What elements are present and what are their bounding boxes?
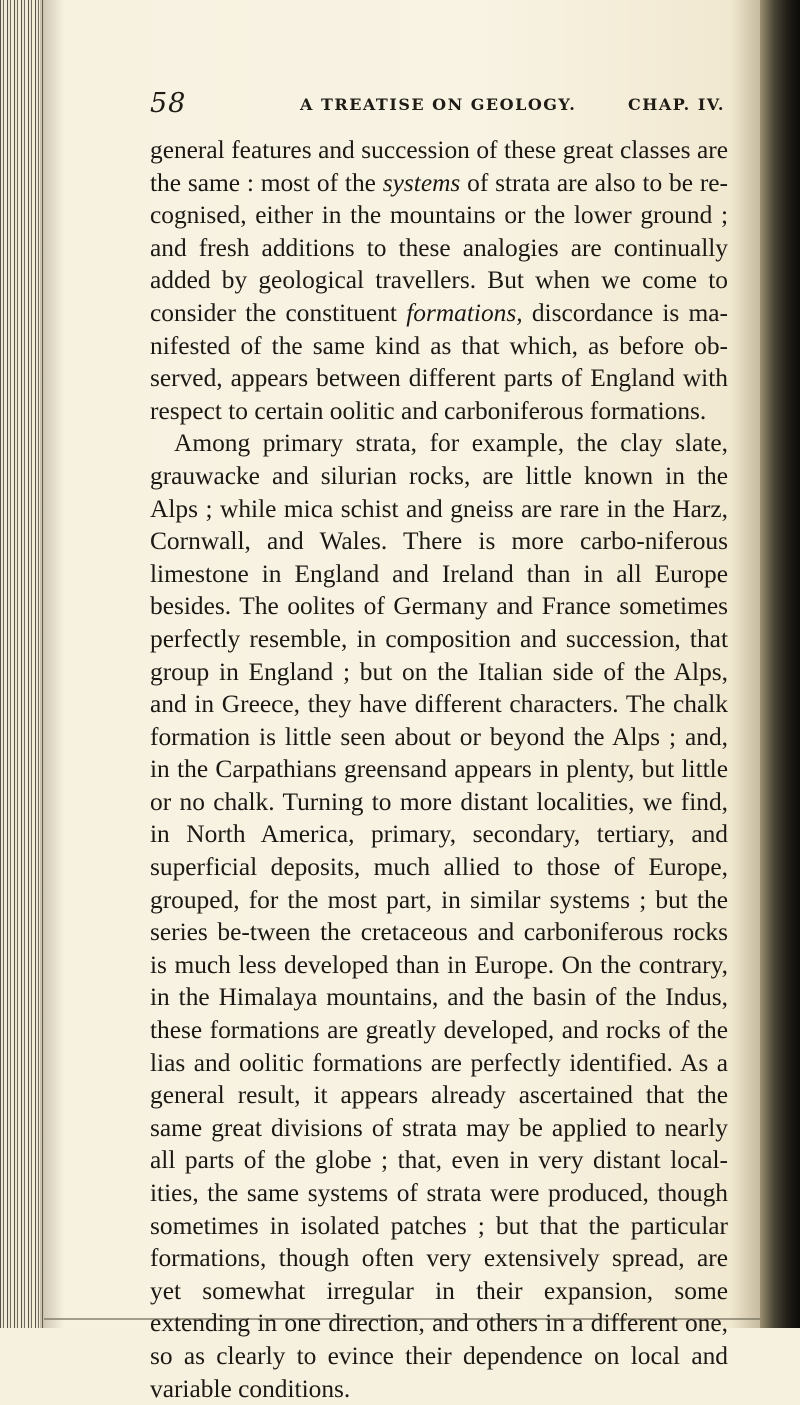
body-text	[150, 134, 728, 1405]
text-run: of strata are also to be re-cognised, either in the mountains or the lower ground ; and fresh additions to these analogies are continually added by geological travellers. But when we come to consider the constituent	[150, 168, 728, 327]
running-title: A TREATISE ON GEOLOGY.	[300, 95, 577, 114]
text-run: Among primary strata, for example, the clay slate, grauwacke and silurian rocks, are little known in the Alps ; while mica schist and gneiss are rare in the Harz, Cornwall, and Wales. There is more carbo-niferous limestone in England and Ireland than in all Europe besides. The oolites of Germany and France sometimes perfectly resemble, in composition and succession, that group in England ; but on the Italian side of the Alps, and in Greece, they have different characters. The chalk formation is little seen about or beyond the Alps ; and, in the Carpathians greensand appears in plenty, but little or no chalk. Turning to more distant localities, we find, in North America, primary, secondary, tertiary, and superficial deposits, much allied to those of Europe, grouped, for the most part, in similar systems ; but the series be-tween the cretaceous and carboniferous rocks is much less developed than in Europe. On the contrary, in the Himalaya mountains, and the basin of the Indus, these formations are greatly developed, and rocks of the lias and oolitic formations are perfectly identified. As a general result, it appears already ascertained that the same great divisions of strata may be applied to nearly all parts of the globe ; that, even in very distant local-ities, the same systems of strata were produced, though sometimes in isolated patches ; but that the particular formations, though often very extensively spread, are yet somewhat irregular in their expansion, some extending in one direction, and others in a different one, so as clearly to evince their dependence on local and variable conditions.	[150, 429, 728, 1403]
book-cover-edge	[760, 0, 800, 1328]
text-run: general features and succession of these great classes are the same : most of the	[150, 136, 728, 197]
page-number: 58	[150, 88, 187, 119]
italic-run: formations,	[406, 298, 523, 327]
binding-shadow	[40, 0, 64, 1328]
text-run: discordance is ma-nifested of the same kind as that which, as before ob-served, appears between different parts of England with respect to certain oolitic and carboniferous formations.	[150, 298, 728, 425]
paragraph	[150, 134, 728, 427]
left-page-edge	[0, 0, 44, 1328]
right-page-shadow	[730, 0, 760, 1328]
italic-run: systems	[382, 168, 461, 197]
chapter-label: CHAP. IV.	[628, 95, 725, 114]
running-header	[150, 88, 725, 128]
paragraph	[150, 427, 728, 1405]
